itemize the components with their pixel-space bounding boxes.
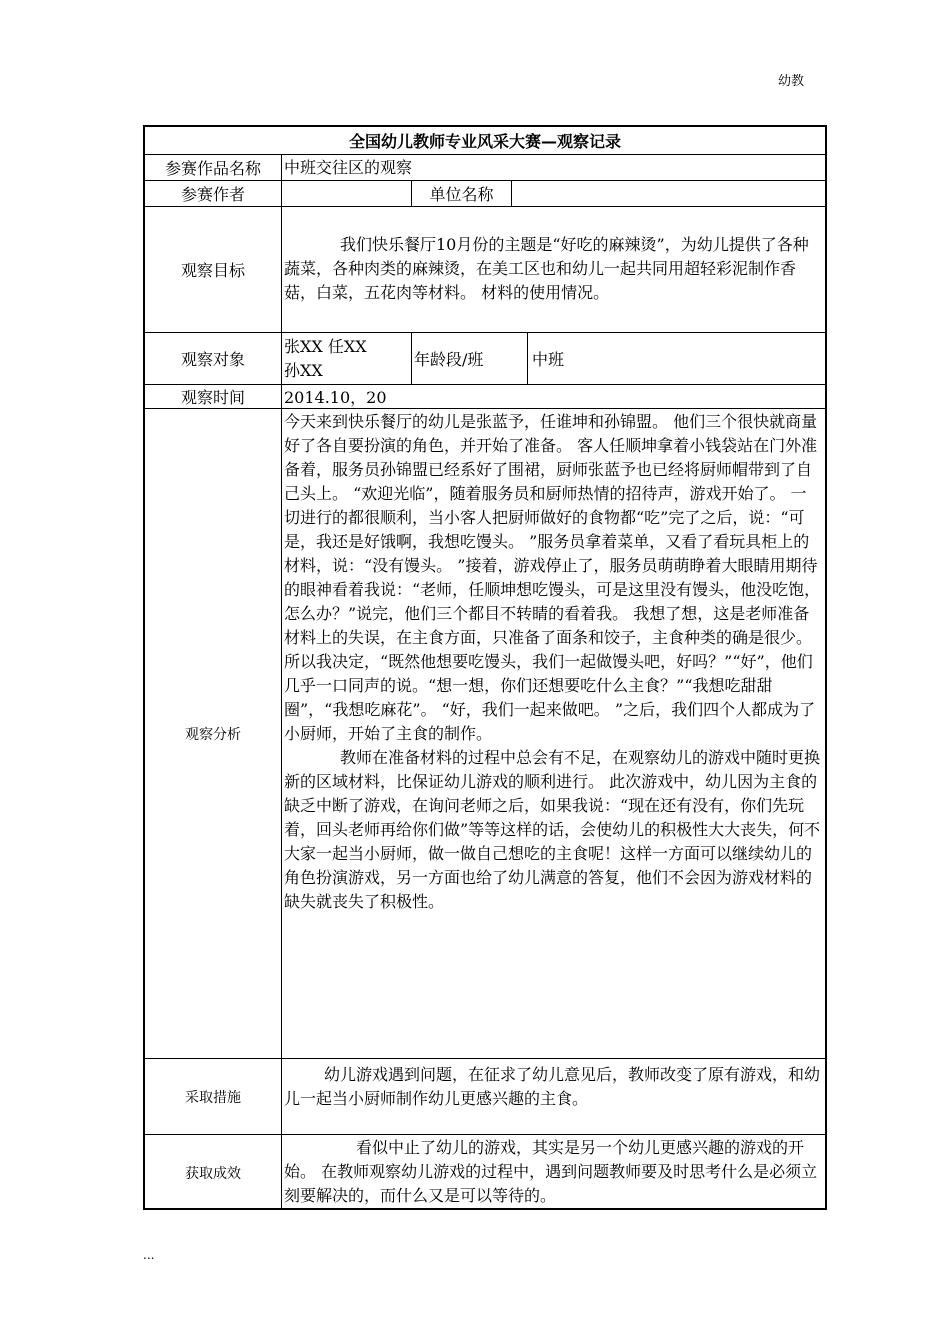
- goal-text: 我们快乐餐厅10月份的主题是“好吃的麻辣烫”，为幼儿提供了各种蔬菜，各种肉类的麻辣烫，在美工区也和幼儿一起共同用超轻彩泥制作香菇，白菜，五花肉等材料。 材料的使用情况。: [284, 235, 809, 302]
- author-label: 参赛作者: [180, 185, 245, 204]
- measures-label: 采取措施: [185, 1089, 241, 1106]
- row-time: [145, 385, 825, 409]
- subject-line-1: 张XX 任XX: [284, 337, 367, 356]
- unit-value: [511, 181, 825, 206]
- age-value: 中班: [527, 333, 825, 384]
- observation-record-table: [143, 125, 827, 1210]
- subject-cell: [281, 333, 411, 384]
- analysis-paragraph-1: 今天来到快乐餐厅的幼儿是张蓝予，任谁坤和孙锦盟。 他们三个很快就商量好了各自要扮演的角色，并开始了准备。 客人任顺坤拿着小钱袋站在门外准备着，服务员孙锦盟已经系好了围裙，厨师张蓝予也已经将厨师帽带到了自己头上。 “欢迎光临”，随着服务员和厨师热情的招待声，游戏开始了。 一切进行的都很顺利，当小客人把厨师做好的食物都“吃”完了之后，说：“可是，我还是好饿啊，我想吃馒头。 ”服务员拿着菜单，又看了看玩具柜上的材料，说：“没有馒头。 ”接着，游戏停止了，服务员萌萌睁着大眼睛用期待的眼神看着我说：“老师，任顺坤想吃馒头，可是这里没有馒头，他没吃饱，怎么办？”说完，他们三个都目不转睛的看着我。 我想了想，这是老师准备材料上的失误，在主食方面，只准备了面条和饺子，主食种类的确是很少。 所以我决定，“既然他想要吃馒头，我们一起做馒头吧，好吗？”“好”，他们几乎一口同声的说。“想一想，你们还想要吃什么主食？”“我想吃甜甜圈”，“我想吃麻花”。 “好，我们一起来做吧。 ”之后，我们四个人都成为了小厨师，开始了主食的制作。: [284, 412, 821, 743]
- results-label: 获取成效: [185, 1165, 241, 1182]
- analysis-label: 观察分析: [185, 726, 241, 743]
- row-author: [145, 181, 825, 207]
- measures-text: 幼儿游戏遇到问题，在征求了幼儿意见后，教师改变了原有游戏，和幼儿一起当小厨师制作幼儿更感兴趣的主食。: [284, 1065, 821, 1108]
- time-value: 2014.10，20: [281, 385, 825, 408]
- work-name-value: 中班交往区的观察: [281, 155, 825, 180]
- time-label: 观察时间: [180, 388, 245, 407]
- row-measures: [145, 1059, 825, 1135]
- unit-label: 单位名称: [411, 181, 511, 206]
- row-subject: [145, 333, 825, 385]
- row-results: [145, 1135, 825, 1210]
- header-tag: 幼教: [778, 74, 805, 89]
- row-analysis: [145, 409, 825, 1059]
- form-title: 全国幼儿教师专业风采大赛—观察记录: [145, 127, 825, 155]
- subject-label: 观察对象: [180, 350, 245, 369]
- row-work-name: [145, 155, 825, 181]
- analysis-cell: [281, 409, 825, 1058]
- subject-line-2: 孙XX: [284, 361, 323, 380]
- footer-mark: ...: [143, 1248, 155, 1262]
- goal-label: 观察目标: [180, 261, 245, 280]
- measures-cell: [281, 1059, 825, 1134]
- row-goal: [145, 207, 825, 333]
- goal-cell: [281, 207, 825, 332]
- results-text: 看似中止了幼儿的游戏，其实是另一个幼儿更感兴趣的游戏的开始。 在教师观察幼儿游戏的过程中，遇到问题教师要及时思考什么是必须立刻要解决的，而什么又是可以等待的。: [284, 1138, 818, 1205]
- author-value: [281, 181, 411, 206]
- analysis-paragraph-2: 教师在准备材料的过程中总会有不足，在观察幼儿的游戏中随时更换新的区域材料，比保证幼儿游戏的顺利进行。 此次游戏中，幼儿因为主食的缺乏中断了游戏，在询问老师之后，如果我说：“现在还有没有，你们先玩着，回头老师再给你们做”等等这样的话，会使幼儿的积极性大大丧失，何不大家一起当小厨师，做一做自己想吃的主食呢！这样一方面可以继续幼儿的角色扮演游戏，另一方面也给了幼儿满意的答复，他们不会因为游戏材料的缺失就丧失了积极性。: [284, 748, 821, 911]
- work-name-label: 参赛作品名称: [164, 159, 261, 178]
- age-label: 年龄段/班: [411, 333, 527, 384]
- results-cell: [281, 1135, 825, 1210]
